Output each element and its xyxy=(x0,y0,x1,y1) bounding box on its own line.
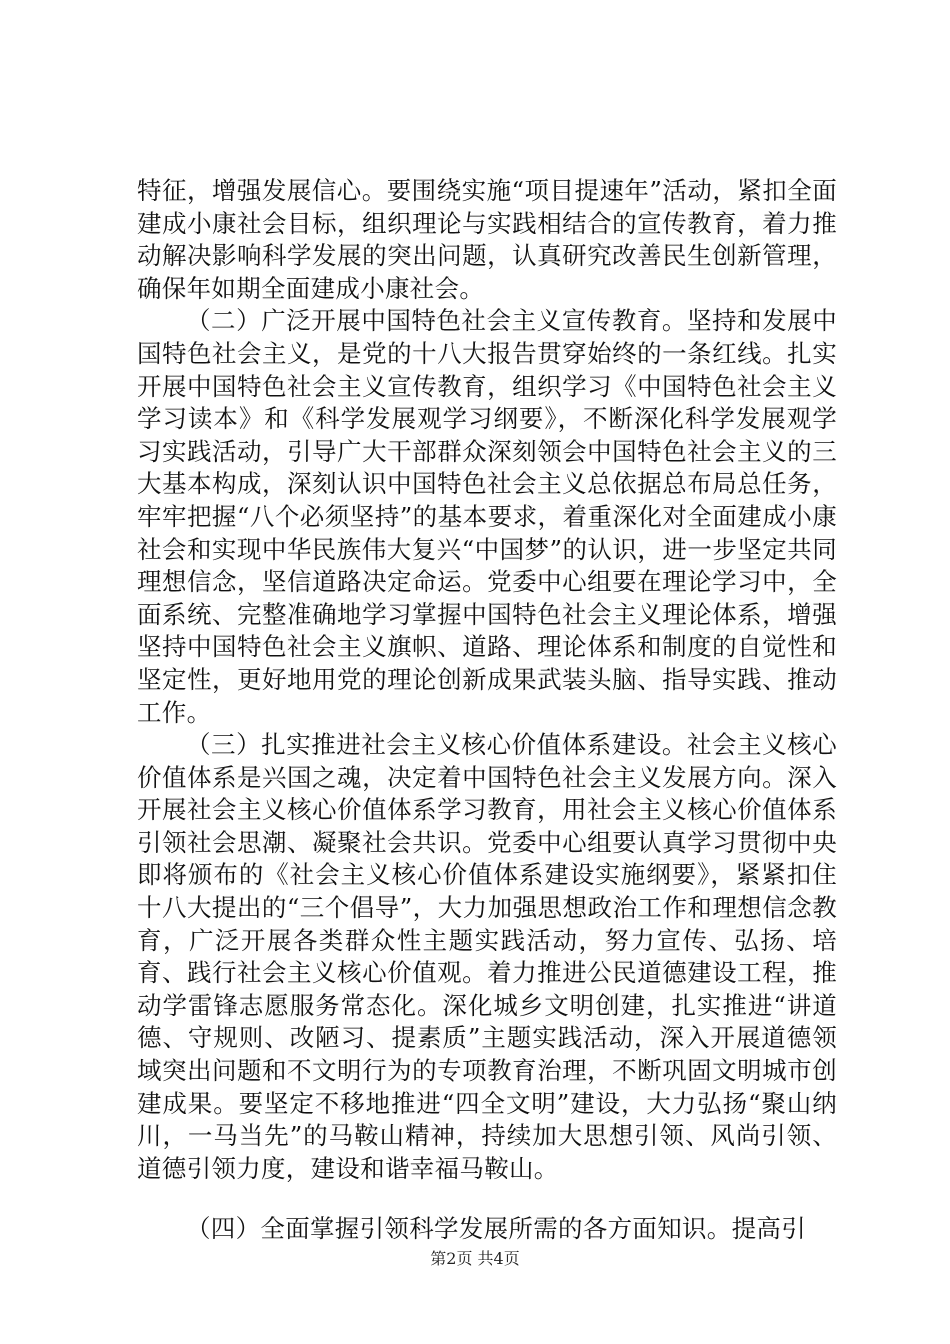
document-body xyxy=(137,175,837,1246)
paragraph-section-2: （二）广泛开展中国特色社会主义宣传教育。坚持和发展中国特色社会主义，是党的十八大报告贯穿始终的一条红线。扎实开展中国特色社会主义宣传教育，组织学习《中国特色社会主义学习读本》和《科学发展观学习纲要》，不断深化科学发展观学习实践活动，引导广大干部群众深刻领会中国特色社会主义的三大基本构成，深刻认识中国特色社会主义总依据总布局总任务，牢牢把握“八个必须坚持”的基本要求，着重深化对全面建成小康社会和实现中华民族伟大复兴“中国梦”的认识，进一步坚定共同理想信念，坚信道路决定命运。党委中心组要在理论学习中，全面系统、完整准确地学习掌握中国特色社会主义理论体系，增强坚持中国特色社会主义旗帜、道路、理论体系和制度的自觉性和坚定性，更好地用党的理论创新成果武装头脑、指导实践、推动工作。 xyxy=(137,306,837,727)
paragraph-continuation: 特征，增强发展信心。要围绕实施“项目提速年”活动，紧扣全面建成小康社会目标，组织理论与实践相结合的宣传教育，着力推动解决影响科学发展的突出问题，认真研究改善民生创新管理，确保年如期全面建成小康社会。 xyxy=(137,176,837,303)
paragraph-section-3: （三）扎实推进社会主义核心价值体系建设。社会主义核心价值体系是兴国之魂，决定着中国特色社会主义发展方向。深入开展社会主义核心价值体系学习教育，用社会主义核心价值体系引领社会思潮、凝聚社会共识。党委中心组要认真学习贯彻中央即将颁布的《社会主义核心价值体系建设实施纲要》，紧紧扣住十八大提出的“三个倡导”，大力加强思想政治工作和理想信念教育，广泛开展各类群众性主题实践活动，努力宣传、弘扬、培育、践行社会主义核心价值观。着力推进公民道德建设工程，推动学雷锋志愿服务常态化。深化城乡文明创建，扎实推进“讲道德、守规则、改陋习、提素质”主题实践活动，深入开展道德领域突出问题和不文明行为的专项教育治理，不断巩固文明城市创建成果。要坚定不移地推进“四全文明”建设，大力弘扬“聚山纳川，一马当先”的马鞍山精神，持续加大思想引领、风尚引领、道德引领力度，建设和谐幸福马鞍山。 xyxy=(137,730,838,1183)
page-number: 第2页 共4页 xyxy=(430,1249,520,1268)
paragraph-section-4: （四）全面掌握引领科学发展所需的各方面知识。提高引 xyxy=(186,1214,806,1244)
